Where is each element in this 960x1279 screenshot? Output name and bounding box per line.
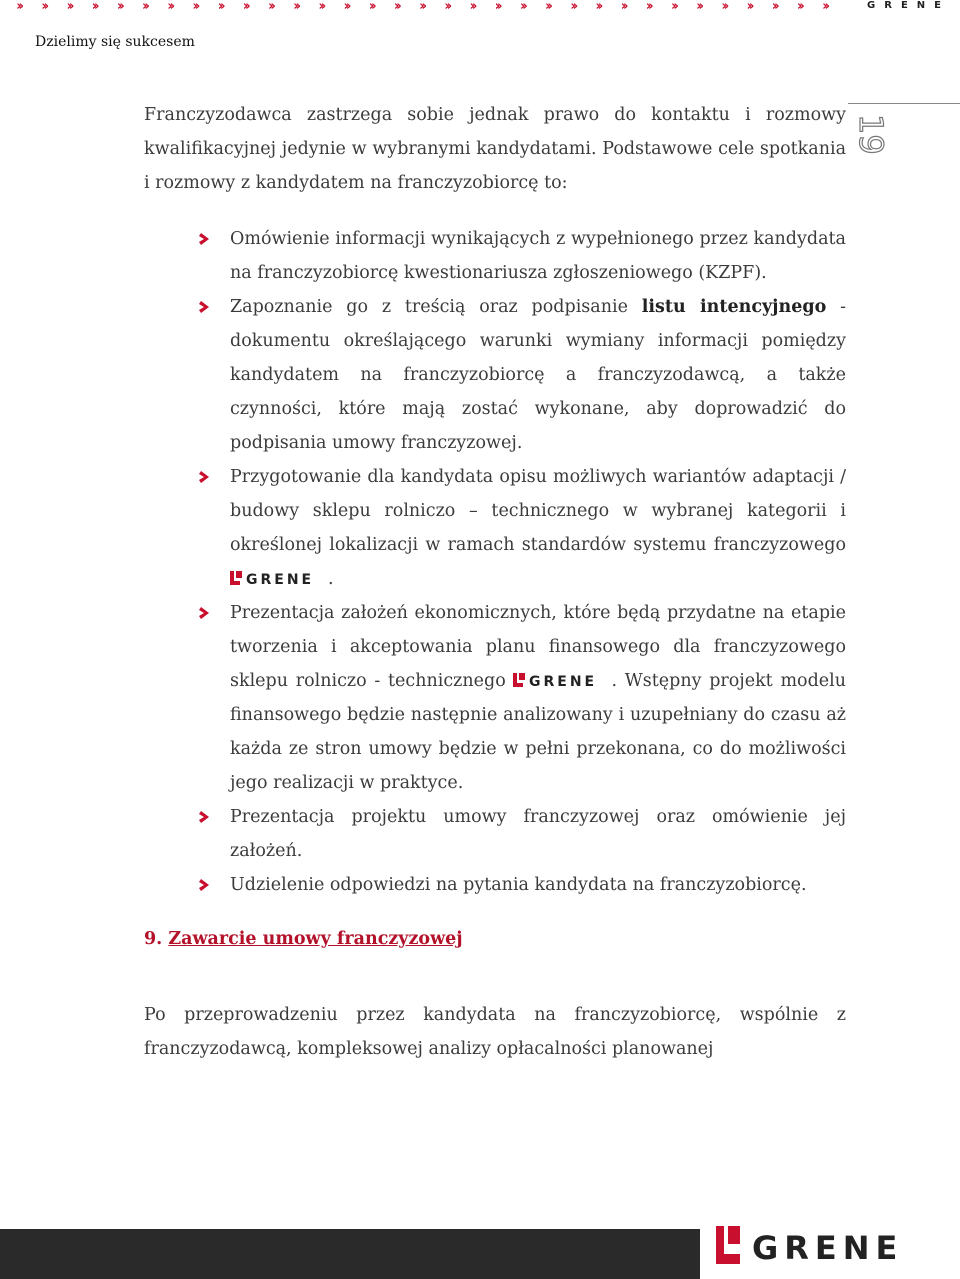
list-item-text: .: [328, 569, 334, 589]
chevron-right-icon: [198, 231, 212, 247]
header-arrow-icon: ››: [293, 0, 299, 14]
chevron-right-icon: [198, 605, 212, 621]
header-arrow-icon: ››: [91, 0, 97, 14]
header-arrow-icon: ››: [268, 0, 273, 14]
page-number: 19: [852, 114, 890, 155]
header-arrow-icon: ››: [494, 0, 500, 14]
list-item-text: - dokumentu określającego warunki wymiany informacji pomiędzy kandydatem na franczyzobiorcę a franczyzodawcą, a także czynności, które mają zostać wykonane, aby doprowadzić do podpisania umowy franczyzowej.: [230, 297, 846, 453]
header-arrow-icon: ››: [696, 0, 702, 14]
header-arrow-icon: ››: [595, 0, 601, 14]
intro-paragraph: Franczyzodawca zastrzega sobie jednak prawo do kontaktu i rozmowy kwalifikacyjnej jedynie w wybranymi kandydatami. Podstawowe cele spotkania i rozmowy z kandydatem na franczyzobiorcę to:: [144, 105, 846, 193]
list-item-text: Udzielenie odpowiedzi na pytania kandydata na franczyzobiorcę.: [230, 875, 807, 895]
grene-logo: [230, 570, 328, 586]
header-arrow-icon: ››: [167, 0, 173, 14]
header-arrow-icon: ››: [394, 0, 399, 14]
header-arrow-icon: ››: [570, 0, 576, 14]
list-item-text: Prezentacja projektu umowy franczyzowej oraz omówienie jej założeń.: [230, 807, 846, 861]
list-item-text: Przygotowanie dla kandydata opisu możliwych wariantów adaptacji / budowy sklepu rolniczo – technicznego w wybranej kategorii i określonej lokalizacji w ramach standardów systemu franczyzowego: [230, 467, 846, 555]
header-arrow-icon: ››: [645, 0, 651, 14]
header-arrow-icon: ››: [116, 0, 122, 14]
list-item: [230, 596, 846, 800]
section-title: Dzielimy się sukcesem: [35, 34, 195, 50]
header-arrow-icon: ››: [797, 0, 802, 14]
header-arrow-icon: ››: [419, 0, 424, 14]
chevron-right-icon: [198, 469, 212, 485]
header-arrow-icon: ››: [469, 0, 475, 14]
header-arrow-icon: ››: [66, 0, 72, 14]
list-item-text: Prezentacja założeń ekonomicznych, które będą przydatne na etapie tworzenia i akceptowania planu finansowego dla franczyzowego sklepu rolniczo - technicznego: [230, 603, 846, 691]
header-arrow-icon: ››: [41, 0, 47, 14]
header-arrow-strip: [6, 0, 846, 14]
section-heading-title: Zawarcie umowy franczyzowej: [168, 929, 463, 949]
chevron-right-icon: [198, 299, 212, 315]
section-heading-number: 9.: [144, 929, 163, 949]
list-item-text: . Wstępny projekt modelu finansowego będzie następnie analizowany i uzupełniany do czasu aż każda ze stron umowy będzie w pełni przekonana, co do możliwości jego realizacji w praktyce.: [230, 671, 846, 793]
header-brand: GRENE: [867, 0, 950, 11]
grene-logo-text: GRENE: [246, 572, 315, 586]
footer-grene-logo: [716, 1224, 956, 1268]
list-item: [230, 222, 846, 290]
chevron-right-icon: [198, 877, 212, 893]
header-arrow-icon: ››: [16, 0, 21, 14]
bullet-list: [144, 222, 846, 902]
section-heading: [144, 922, 846, 956]
header-arrow-icon: ››: [771, 0, 777, 14]
list-item: [230, 460, 846, 596]
final-paragraph-text: Po przeprowadzeniu przez kandydata na franczyzobiorcę, wspólnie z franczyzodawcą, kompleksowej analizy opłacalności planowanej: [144, 1005, 846, 1059]
header-arrow-icon: ››: [671, 0, 676, 14]
page-number-rule: [848, 103, 960, 104]
header-arrow-icon: ››: [242, 0, 248, 14]
header-arrow-icon: ››: [343, 0, 349, 14]
header-arrow-icon: ››: [620, 0, 626, 14]
header-arrow-icon: ››: [519, 0, 525, 14]
final-paragraph: [144, 998, 846, 1066]
main-content: [144, 98, 846, 1066]
header-arrow-icon: ››: [444, 0, 450, 14]
header-arrow-icon: ››: [217, 0, 223, 14]
header-arrow-icon: ››: [746, 0, 752, 14]
list-item: [230, 868, 846, 902]
grene-logo: [513, 672, 611, 688]
bold-term: listu intencyjnego: [641, 297, 827, 317]
list-item-text: Zapoznanie go z treścią oraz podpisanie: [230, 297, 642, 317]
header-arrow-icon: ››: [142, 0, 147, 14]
header-arrow-icon: ››: [545, 0, 550, 14]
header-arrow-icon: ››: [822, 0, 827, 14]
list-item: [230, 290, 846, 460]
footer-bar: [0, 1229, 700, 1279]
grene-logo-text: GRENE: [529, 674, 598, 688]
chevron-right-icon: [198, 809, 212, 825]
header-arrow-icon: ››: [721, 0, 727, 14]
list-item: [230, 800, 846, 868]
header-arrow-icon: ››: [368, 0, 374, 14]
header-arrow-icon: ››: [318, 0, 324, 14]
list-item-text: Omówienie informacji wynikających z wypełnionego przez kandydata na franczyzobiorcę kwestionariusza zgłoszeniowego (KZPF).: [230, 229, 846, 283]
footer-logo-text: GRENE: [752, 1229, 904, 1267]
header-arrow-icon: ››: [192, 0, 198, 14]
